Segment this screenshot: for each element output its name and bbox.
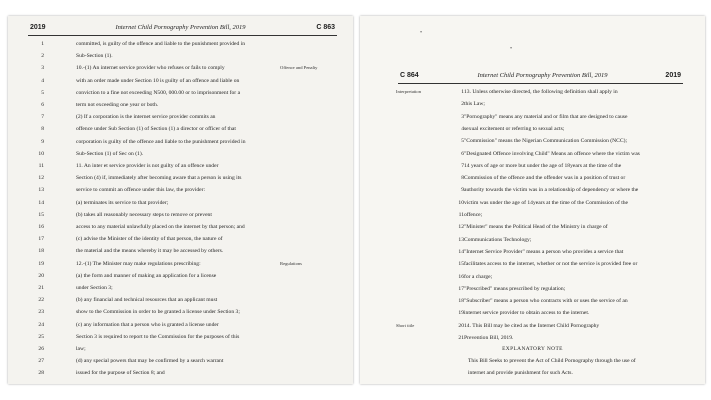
- text-line: [360, 148, 705, 160]
- line-text: (b) any financial and technical resources that an applicant must: [76, 297, 218, 304]
- line-text: "Subscriber" means a person who contracts with or uses the service of an: [464, 298, 628, 305]
- line-text: (c) advise the Minister of the identity of that person, the nature of: [76, 236, 223, 243]
- line-text: service to commit an offence under this law, the provider:: [76, 187, 206, 194]
- text-line: [360, 283, 705, 295]
- text-line: [8, 319, 353, 331]
- line-number: 23: [38, 309, 44, 316]
- line-text: conviction to a fine not exceeding N500, 000.00 or to imprisonment for a: [76, 89, 241, 96]
- text-line: [8, 245, 353, 257]
- text-line: [8, 75, 353, 87]
- line-number: 15: [38, 211, 44, 218]
- line-text: (2) If a corporation is the internet service provider commits an: [76, 114, 216, 121]
- side-note: Offence and Penalty: [280, 65, 318, 71]
- left-page-title: Internet Child Pornography Prevention Bill, 2019: [115, 24, 246, 31]
- text-line: [8, 172, 353, 184]
- text-line: [360, 221, 705, 233]
- text-line: [8, 99, 353, 111]
- line-text: Section (4) if, immediately after becoming aware that a person is using its: [76, 175, 242, 182]
- text-line: [8, 306, 353, 318]
- line-text: term not exceeding one year or both.: [76, 102, 159, 108]
- line-number: 19: [38, 260, 44, 267]
- text-line: [360, 98, 705, 110]
- line-text: (d) any special powers that may be confirmed by a search warrant: [76, 358, 224, 365]
- side-note-row: [8, 62, 353, 74]
- line-text: (c) any information that a person who is granted a license under: [76, 321, 219, 328]
- header-rule: [28, 35, 337, 36]
- line-number: 4: [41, 77, 44, 84]
- text-line: [8, 282, 353, 294]
- line-text: committed, is guilty of the offence and liable to the punishment provided in: [76, 41, 246, 47]
- line-text: law;: [76, 346, 86, 352]
- memo-line: internet and provide punishment for such Acts.: [468, 370, 573, 376]
- text-line: [8, 111, 353, 123]
- line-number: 8: [461, 175, 464, 182]
- side-note-row: [360, 86, 705, 98]
- line-text: 10.-(1) An internet service provider who refuses or fails to comply: [76, 65, 225, 72]
- side-note-row: [8, 258, 353, 270]
- line-number: 9: [461, 187, 464, 194]
- text-line: [8, 343, 353, 355]
- line-text: sexual excitement or referring to sexual acts;: [464, 125, 565, 132]
- line-number: 11: [458, 212, 464, 218]
- text-line: [8, 270, 353, 282]
- line-text: "Pornography" means any material and or film that are designed to cause: [464, 113, 628, 120]
- text-line: [8, 148, 353, 160]
- line-text: victim was under the age of 14years at the time of the Commission of the: [464, 199, 629, 206]
- right-page-title: Internet Child Pornography Prevention Bill, 2019: [477, 72, 608, 79]
- line-number: 15: [458, 261, 464, 268]
- line-number: 17: [38, 236, 44, 243]
- line-number: 3: [41, 65, 44, 72]
- text-line: [360, 184, 705, 196]
- line-text: under Section 3;: [76, 285, 113, 291]
- line-number: 7: [41, 114, 44, 121]
- line-text: Communications Technology;: [464, 236, 532, 243]
- line-number: 26: [38, 346, 44, 352]
- line-text: (a) the form and manner of making an application for a license: [76, 272, 217, 279]
- line-text: "Internet Service Provider" means a person who provides a service that: [464, 248, 624, 255]
- text-line: [8, 123, 353, 135]
- memo-line: This Bill Seeks to prevent the Act of Child Pornography through the use of: [468, 358, 636, 364]
- line-number: 21: [38, 285, 44, 291]
- text-line: [360, 209, 705, 221]
- line-text: issued for the purpose of Section 8; and: [76, 370, 165, 377]
- line-text: access to any material unlawfully placed on the internet by that person; and: [76, 224, 245, 230]
- text-line: [8, 221, 353, 233]
- text-line: [360, 307, 705, 319]
- line-number: 20: [458, 322, 464, 329]
- scan-mark: •: [420, 30, 423, 36]
- text-line: [360, 295, 705, 307]
- line-text: "Prescribed" means prescribed by regulation;: [464, 285, 566, 292]
- line-number: 10: [38, 150, 44, 157]
- text-line: [360, 271, 705, 283]
- line-number: 12: [458, 224, 464, 231]
- line-number: 9: [41, 138, 44, 145]
- line-number: 5: [41, 89, 44, 96]
- line-number: 5: [461, 138, 464, 145]
- line-number: 16: [458, 273, 464, 280]
- line-text: "Minister" means the Political Head of the Ministry in charge of: [464, 224, 608, 231]
- line-number: 6: [461, 150, 464, 157]
- line-number: 14: [458, 248, 464, 255]
- text-line: [8, 233, 353, 245]
- line-text: with an order made under Section 10 is guilty of an offence and liable on: [76, 77, 240, 84]
- line-number: 7: [461, 162, 464, 169]
- line-number: 17: [458, 285, 464, 292]
- line-number: 21: [458, 335, 464, 341]
- text-line: [360, 111, 705, 123]
- side-note-row: [360, 320, 705, 332]
- left-page: [8, 16, 353, 384]
- line-number: 4: [461, 125, 464, 132]
- right-page-code: C 864: [400, 72, 419, 79]
- left-page-year: 2019: [30, 24, 46, 31]
- line-number: 24: [38, 321, 44, 328]
- side-note: Short title: [396, 322, 415, 328]
- line-number: 18: [38, 248, 44, 255]
- text-line: [8, 50, 353, 62]
- line-text: 14 years of age or more but under the age of 18years at the time of the: [464, 162, 622, 169]
- line-text: (a) terminates its service to that provider;: [76, 199, 169, 206]
- text-line: [8, 160, 353, 172]
- text-line: [8, 38, 353, 50]
- text-line: [360, 172, 705, 184]
- text-line: [360, 160, 705, 172]
- line-text: for a charge;: [464, 273, 493, 280]
- line-text: authority towards the victim was in a relationship of dependency or where the: [464, 187, 639, 194]
- line-number: 14: [38, 199, 44, 206]
- line-number: 1: [461, 89, 464, 95]
- text-line: [8, 136, 353, 148]
- line-number: 27: [38, 358, 44, 365]
- text-line: [360, 258, 705, 270]
- line-number: 1: [41, 41, 44, 47]
- line-number: 12: [38, 175, 44, 182]
- line-number: 2: [41, 53, 44, 60]
- line-text: offence;: [464, 212, 483, 218]
- header-rule: [398, 83, 683, 84]
- line-text: Sub-Section (1) of Sec on (1).: [76, 150, 144, 157]
- line-text: "Commission" means the Nigerian Communication Commission (NCC);: [464, 138, 628, 145]
- line-number: 10: [458, 199, 464, 206]
- text-line: [8, 355, 353, 367]
- text-line: [360, 135, 705, 147]
- line-number: 13: [458, 236, 464, 243]
- text-line: [360, 197, 705, 209]
- line-number: 22: [38, 297, 44, 304]
- line-number: 11: [38, 163, 44, 169]
- text-line: [8, 184, 353, 196]
- line-text: 14. This Bill may be cited as the Internet Child Pornography: [464, 322, 600, 329]
- line-number: 3: [461, 113, 464, 120]
- line-text: Commission of the offence and the offender was in a position of trust or: [464, 175, 626, 182]
- text-line: [360, 234, 705, 246]
- text-line: [8, 87, 353, 99]
- line-number: 16: [38, 224, 44, 230]
- line-text: "Designated Offence involving Child" Means an offence where the victim was: [464, 150, 640, 157]
- line-text: Sub-Section (1).: [76, 53, 113, 60]
- right-page-header: [360, 72, 705, 86]
- line-text: show to the Commission in order to be granted a license under Section 3;: [76, 309, 240, 316]
- text-line: [360, 332, 705, 344]
- line-text: the material and the means whereby it may be accessed by others.: [76, 248, 224, 255]
- line-text: Prevention Bill, 2019.: [464, 335, 514, 341]
- line-number: 18: [458, 298, 464, 305]
- scan-mark: •: [510, 46, 513, 52]
- text-line: [360, 123, 705, 135]
- side-note: Regulations: [280, 260, 302, 266]
- line-text: facilitates access to the internet, whether or not the service is provided free or: [464, 261, 638, 268]
- line-number: 20: [38, 272, 44, 279]
- line-number: 19: [458, 310, 464, 317]
- left-page-header: [8, 24, 353, 38]
- line-text: 12.-(1) The Minister may make regulations prescribing:: [76, 260, 201, 267]
- line-text: (b) takes all reasonably necessary steps to remove or prevent: [76, 211, 212, 218]
- line-number: 25: [38, 333, 44, 340]
- text-line: [8, 209, 353, 221]
- line-number: 28: [38, 370, 44, 377]
- line-text: Section 3 is required to report to the Commission for the purposes of this: [76, 333, 240, 340]
- memo-heading: EXPLANATORY NOTE: [502, 346, 563, 352]
- line-text: internet service provider to obtain access to the internet.: [464, 310, 590, 317]
- right-page-year: 2019: [665, 72, 681, 79]
- line-text: 13. Unless otherwise directed, the following definition shall apply in: [464, 89, 618, 95]
- text-line: [360, 246, 705, 258]
- line-number: 13: [38, 187, 44, 194]
- line-text: offence under Sub Section (1) of Section (1) a director or officer of that: [76, 126, 236, 133]
- left-page-code: C 863: [316, 24, 335, 31]
- line-number: 2: [461, 101, 464, 108]
- line-number: 6: [41, 102, 44, 108]
- text-line: [8, 294, 353, 306]
- text-line: [8, 331, 353, 343]
- line-text: corporation is guilty of the offence and liable to the punishment provided in: [76, 138, 246, 145]
- side-note: Interpretation: [396, 89, 421, 94]
- text-line: [8, 197, 353, 209]
- text-line: [8, 367, 353, 379]
- line-number: 8: [41, 126, 44, 133]
- line-text: 11. An inter et service provider is not guilty of an offence under: [76, 163, 219, 169]
- right-page: [360, 16, 705, 384]
- line-text: this Law;: [464, 101, 485, 108]
